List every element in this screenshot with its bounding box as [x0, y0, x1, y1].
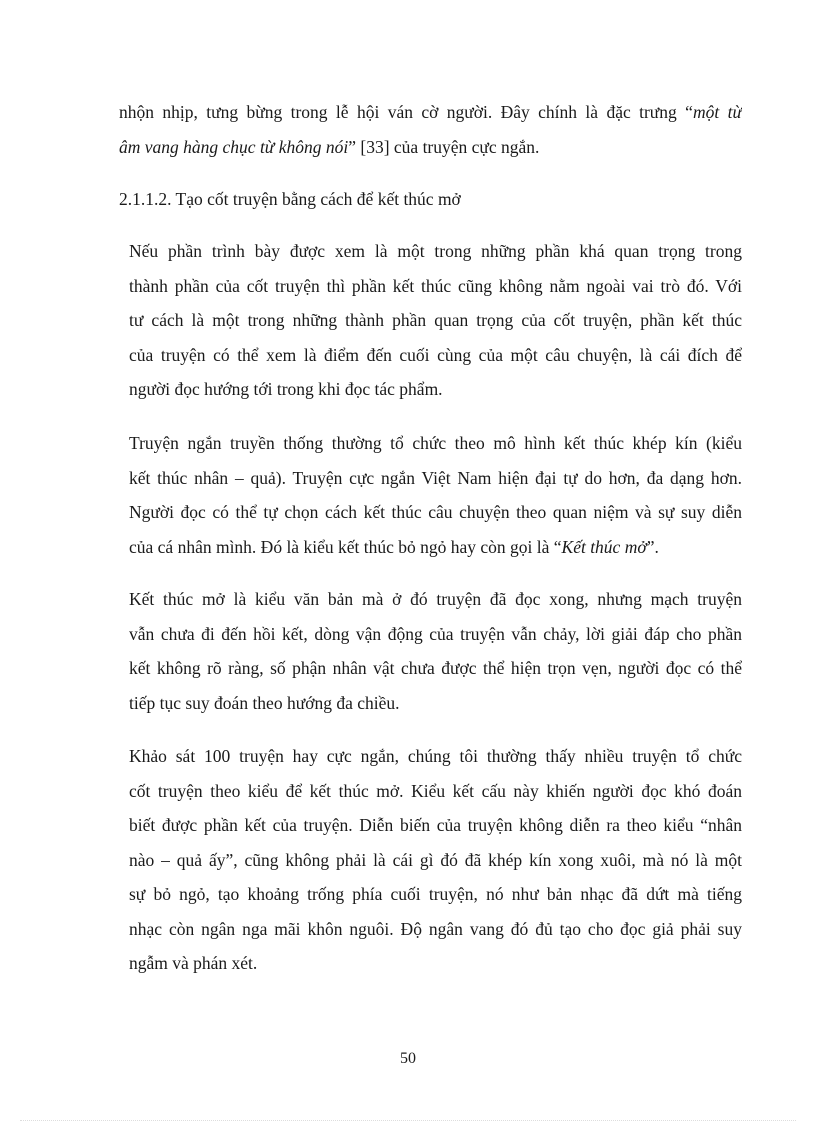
text-line: ngẫm và phán xét. [129, 953, 258, 973]
text-line: Truyện ngắn truyền thống thường tổ chức theo mô hình kết thúc khép kín (kiểu [129, 433, 742, 453]
text-line: kết không rõ ràng, số phận nhân vật chưa được thể hiện trọn vẹn, người đọc có thể [129, 658, 742, 678]
page-bottom-divider [20, 1120, 796, 1121]
text-run: ” [33] của truyện cực ngắn. [348, 136, 540, 157]
page-number: 50 [400, 1050, 416, 1067]
text-line: nào – quả ấy”, cũng không phải là cái gì đó đã khép kín xong xuôi, mà nó là một [129, 849, 742, 870]
text-line: người đọc hướng tới trong khi đọc tác phẩm. [129, 379, 443, 399]
paragraph-continuation [119, 95, 742, 164]
text-run: ”. [646, 536, 659, 557]
quoted-italic-text: một từ [692, 102, 742, 122]
quoted-italic-text: âm vang hàng chục từ không nói [119, 136, 349, 157]
paragraph [119, 426, 742, 564]
text-line [119, 95, 742, 130]
text-run: nhộn nhịp, tưng bừng trong lễ hội ván cờ người. Đây chính là đặc trưng “ [119, 102, 693, 122]
text-line: nhạc còn ngân nga mãi khôn nguôi. Độ ngân vang đó đủ tạo cho đọc giả phải suy [129, 918, 742, 939]
text-line: vẫn chưa đi đến hồi kết, dòng vận động của truyện vẫn chảy, lời giải đáp cho phần [129, 623, 742, 644]
text-line: tư cách là một trong những thành phần quan trọng của cốt truyện, phần kết thúc [129, 310, 742, 330]
quoted-italic-text: Kết thúc mở [561, 536, 647, 557]
text-line: của truyện có thể xem là điểm đến cuối cùng của một câu chuyện, là cái đích để [129, 344, 742, 365]
paragraph [119, 582, 742, 720]
text-line: Khảo sát 100 truyện hay cực ngắn, chúng tôi thường thấy nhiều truyện tổ chức [129, 746, 742, 766]
text-line: tiếp tục suy đoán theo hướng đa chiều. [129, 692, 400, 713]
section-heading: 2.1.1.2. Tạo cốt truyện bằng cách để kết thúc mở [119, 189, 461, 209]
paragraph [119, 234, 742, 407]
text-line: biết được phần kết của truyện. Diễn biến của truyện không diễn ra theo kiểu “nhân [129, 815, 742, 835]
text-line: Kết thúc mở là kiểu văn bản mà ở đó truyện đã đọc xong, nhưng mạch truyện [129, 589, 742, 609]
paragraph [119, 739, 742, 981]
text-line [119, 130, 742, 165]
text-line: cốt truyện theo kiểu để kết thúc mở. Kiểu kết cấu này khiến người đọc khó đoán [129, 780, 742, 801]
text-line: sự bỏ ngỏ, tạo khoảng trống phía cuối truyện, nó như bản nhạc đã dứt mà tiếng [129, 884, 742, 904]
text-line: Người đọc có thể tự chọn cách kết thúc câu chuyện theo quan niệm và sự suy diễn [129, 502, 742, 522]
text-line [119, 530, 742, 565]
text-run: của cá nhân mình. Đó là kiểu kết thúc bỏ ngỏ hay còn gọi là “ [129, 536, 562, 557]
text-line: Nếu phần trình bày được xem là một trong những phần khá quan trọng trong [129, 241, 742, 261]
text-line: kết thúc nhân – quả). Truyện cực ngắn Việt Nam hiện đại tự do hơn, đa dạng hơn. [129, 467, 742, 488]
text-line: thành phần của cốt truyện thì phần kết thúc cũng không nằm ngoài vai trò đó. Với [129, 275, 742, 296]
